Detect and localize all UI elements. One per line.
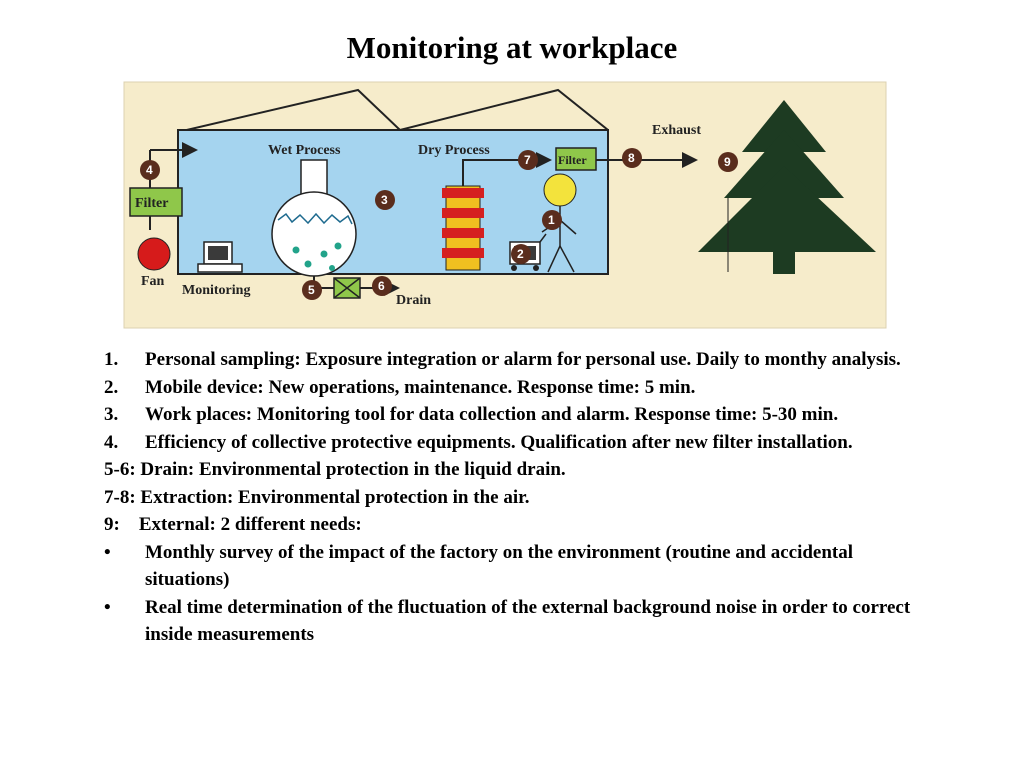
list-item <box>104 374 924 402</box>
list-item <box>104 429 924 457</box>
marker-8 <box>622 148 642 168</box>
list-item <box>104 346 924 374</box>
list-item-text: Extraction: Environmental protection in the air. <box>140 486 530 508</box>
bullet-marker: • <box>104 596 111 618</box>
filter-left-label: Filter <box>135 196 169 211</box>
dry-process-label: Dry Process <box>418 143 490 158</box>
list-item-marker: 5-6: <box>104 459 141 480</box>
marker-5 <box>302 280 322 300</box>
list-item-text: Personal sampling: Exposure integration or alarm for personal use. Daily to monthy analysis. <box>145 349 901 370</box>
list-item <box>104 594 924 649</box>
marker-2 <box>511 244 531 264</box>
page-title: Monitoring at workplace <box>346 30 678 65</box>
exhaust-label: Exhaust <box>652 123 702 138</box>
list-item-marker: 9: <box>104 514 139 535</box>
marker-1 <box>542 210 562 230</box>
list-item <box>104 484 924 512</box>
svg-text:1: 1 <box>548 213 555 227</box>
list-item-text: Drain: Environmental protection in the liquid drain. <box>140 459 566 480</box>
list-item-text: Monthly survey of the impact of the factory on the environment (routine and accidental situations) <box>145 541 854 590</box>
list-item-text: Real time determination of the fluctuation of the external background noise in order to correct inside measurements <box>145 596 911 645</box>
marker-7 <box>518 150 538 170</box>
svg-text:2: 2 <box>517 247 524 261</box>
list-item <box>104 401 924 429</box>
svg-text:6: 6 <box>378 279 385 293</box>
list-item-text: Work places: Monitoring tool for data collection and alarm. Response time: 5-30 min. <box>145 404 839 425</box>
fan-label: Fan <box>141 274 165 289</box>
list-item <box>104 539 924 594</box>
list-item-marker: 4. <box>104 431 119 453</box>
list-item-text: Mobile device: New operations, maintenance. Response time: 5 min. <box>145 376 696 398</box>
svg-text:8: 8 <box>628 151 635 165</box>
list-item-marker: 1. <box>104 349 119 370</box>
svg-text:3: 3 <box>381 193 388 207</box>
description-list <box>104 346 924 649</box>
list-item-text: Efficiency of collective protective equipments. Qualification after new filter installation. <box>145 431 853 453</box>
drain-label: Drain <box>396 293 431 308</box>
svg-text:9: 9 <box>724 155 731 169</box>
fan <box>138 238 170 270</box>
marker-9 <box>718 152 738 172</box>
list-item-marker: 2. <box>104 376 119 398</box>
wet-process-label: Wet Process <box>268 143 341 158</box>
svg-text:4: 4 <box>146 163 153 177</box>
list-item <box>104 511 924 539</box>
filter-right-label: Filter <box>558 153 587 167</box>
bullet-marker: • <box>104 541 111 563</box>
svg-text:5: 5 <box>308 283 315 297</box>
svg-text:7: 7 <box>524 153 531 167</box>
list-item-marker: 7-8: <box>104 486 141 508</box>
list-item-marker: 3. <box>104 404 119 425</box>
monitoring-label: Monitoring <box>182 283 251 298</box>
marker-3 <box>375 190 395 210</box>
drain-valve <box>334 278 360 298</box>
workplace-monitoring-diagram <box>96 74 892 330</box>
list-item-text: External: 2 different needs: <box>138 514 362 535</box>
marker-4 <box>140 160 160 180</box>
list-item <box>104 456 924 484</box>
dry-process-column <box>442 186 484 270</box>
marker-6 <box>372 276 392 296</box>
